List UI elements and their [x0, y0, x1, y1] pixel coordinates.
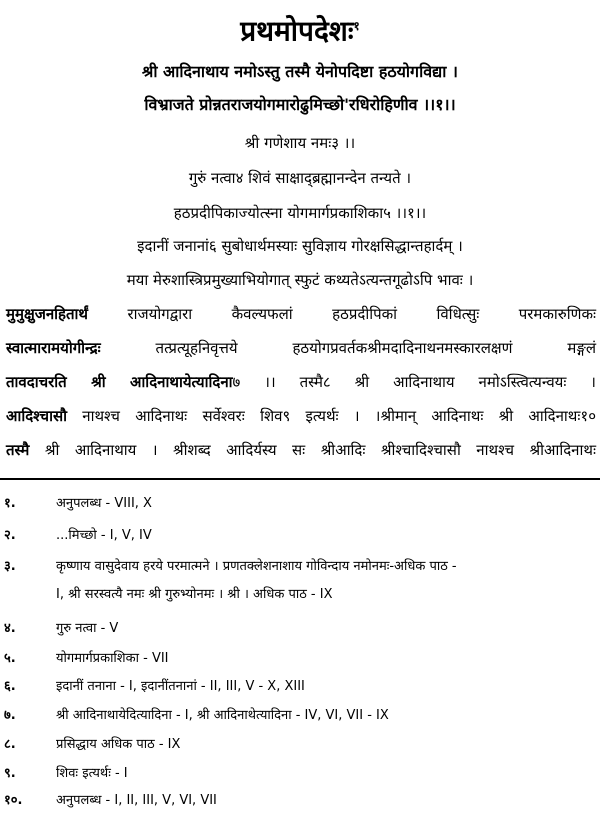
- commentary-bold-1: मुमुक्षुजनहितार्थं: [6, 305, 89, 323]
- footnote-number: ४.: [4, 621, 16, 636]
- commentary-text-4: नाथश्च आदिनाथः सर्वेश्वरः शिव९ इत्यर्थः । ।श्रीमान् आदिनाथः श्री आदिनाथः१०: [67, 407, 596, 425]
- commentary-text-3: ७ ।। तस्मै८ श्री आदिनाथाय नमोऽस्त्वित्यन्वयः ।: [232, 373, 596, 391]
- footnote-number: १.: [4, 496, 16, 511]
- commentary-line-1: [6, 302, 596, 326]
- title-footnote-mark: १: [353, 19, 360, 33]
- footnote-text: अनुपलब्ध - I, II, III, V, VI, VII: [56, 793, 217, 808]
- commentary-line-4: [6, 404, 596, 428]
- commentary-line-2: [6, 336, 596, 360]
- commentary-text-1: राजयोगद्वारा कैवल्यफलां हठप्रदीपिकां विधित्सुः परमकारुणिकः: [88, 305, 596, 323]
- footnote-text: श्री आदिनाथायेदित्यादिना - I, श्री आदिनाथेत्यादिना - IV, VI, VII - IX: [56, 708, 389, 723]
- verse-line-3: गुरुं नत्वा४ शिवं साक्षाद्ब्रह्मानन्देन तन्यते ।: [188, 169, 412, 187]
- invocation-line: श्री गणेशाय नमः३ ।।: [244, 134, 356, 152]
- footnote-text: शिवः इत्यर्थः - I: [56, 766, 128, 781]
- commentary-line-5: [6, 438, 596, 462]
- verse-line-6: मया मेरुशास्त्रिप्रमुख्याभियोगात् स्फुटं कथ्यतेऽत्यन्तगूढोऽपि भावः ।: [126, 271, 474, 289]
- footnote-text-continued: I, श्री सरस्वत्यै नमः श्री गुरुभ्योनमः । श्री । अधिक पाठ - IX: [56, 587, 333, 602]
- chapter-title: [0, 6, 600, 51]
- footnote-divider: [0, 478, 600, 480]
- verse-line-4: हठप्रदीपिकाज्योत्स्ना योगमार्गप्रकाशिका५ ।।१।।: [173, 204, 427, 222]
- chapter-title-text: प्रथमोपदेशः: [240, 14, 354, 48]
- footnote-number: १०.: [4, 793, 23, 808]
- footnote-number: ६.: [4, 679, 16, 694]
- commentary-line-3: [6, 370, 596, 394]
- footnote-text: गुरु नत्वा - V: [56, 621, 119, 636]
- commentary-text-5: श्री आदिनाथाय । श्रीशब्द आदिर्यस्य सः श्रीआदिः श्रीश्चादिश्चासौ नाथश्च श्रीआदिनाथः: [29, 441, 596, 459]
- footnote-number: ३.: [4, 559, 16, 574]
- footnote-number: ९.: [4, 766, 16, 781]
- footnote-text: प्रसिद्धाय अधिक पाठ - IX: [56, 737, 181, 752]
- footnote-text: योगमार्गप्रकाशिका - VII: [56, 651, 169, 666]
- footnote-number: ५.: [4, 651, 16, 666]
- footnote-number: ८.: [4, 737, 16, 752]
- footnote-number: २.: [4, 528, 16, 543]
- commentary-bold-3: तावदाचरति श्री आदिनाथायेत्यादिना: [6, 373, 233, 391]
- footnote-text: ...मिच्छो - I, V, IV: [56, 528, 152, 543]
- footnote-text: इदानीं तनाना - I, इदानींतनानां - II, III, V - X, XIII: [56, 679, 305, 694]
- commentary-text-2: तत्प्रत्यूहनिवृत्तये हठयोगप्रवर्तकश्रीमदादिनाथनमस्कारलक्षणं मङ्गलं: [100, 339, 596, 357]
- footnote-text: अनुपलब्ध - VIII, X: [56, 496, 152, 511]
- commentary-bold-2: स्वात्मारामयोगीन्द्रः: [6, 339, 101, 357]
- footnote-text: कृष्णाय वासुदेवाय हरये परमात्मने । प्रणतक्लेशनाशाय गोविन्दाय नमोनमः-अधिक पाठ -: [56, 559, 457, 574]
- verse-line-1: श्री आदिनाथाय नमोऽस्तु तस्मै येनोपदिष्टा हठयोगविद्या ।: [142, 62, 458, 81]
- commentary-bold-5: तस्मै: [6, 441, 30, 459]
- verse-line-2: विभ्राजते प्रोन्नतराजयोगमारोढुमिच्छो'रधिरोहिणीव ।।१।।: [144, 95, 456, 114]
- commentary-bold-4: आदिश्चासौ: [6, 407, 67, 425]
- verse-line-5: इदानीं जनानां६ सुबोधार्थमस्याः सुविज्ञाय गोरक्षसिद्धान्तहार्दम् ।: [137, 237, 463, 255]
- footnote-number: ७.: [4, 708, 16, 723]
